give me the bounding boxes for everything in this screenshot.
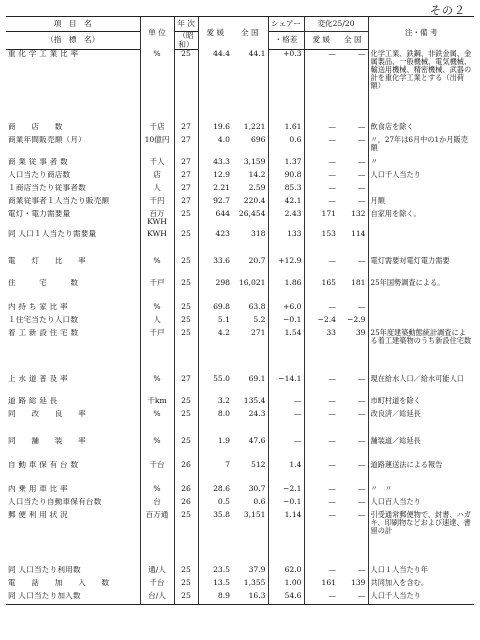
table-cell-item: 道 路 総 延 長	[8, 396, 58, 405]
table-cell-year: 25	[174, 303, 198, 316]
table-cell-change-ehime: —	[304, 50, 338, 123]
header-change: 変化25/20	[304, 17, 368, 32]
table-cell-change-national: —	[357, 395, 366, 405]
table-cell-year: 25	[174, 279, 198, 303]
table-row	[6, 197, 474, 210]
table-cell-item: 住 宅 数	[8, 278, 79, 287]
table-cell-note	[368, 184, 474, 197]
table-cell-change-national: 181	[351, 277, 366, 287]
table-row	[6, 485, 474, 498]
table-cell-change-ehime: —	[304, 437, 338, 461]
table-cell-year: 26	[174, 498, 198, 511]
table-cell-change-national: —	[357, 408, 366, 418]
table-cell-year: 27	[174, 158, 198, 171]
table-cell-share: 1.86	[268, 279, 304, 303]
table-cell-note: 共同加入を含む。	[368, 579, 474, 592]
table-cell-share: +6.0	[268, 303, 304, 316]
table-cell-item: １商店当たり従事者数	[8, 183, 86, 192]
table-cell-change-ehime: 171	[304, 210, 338, 230]
table-cell-item: 上 水 道 普 及 率	[8, 374, 68, 383]
table-cell-change-national: —	[357, 182, 366, 192]
table-cell-unit: 千台	[140, 461, 174, 485]
table-cell-year: 25	[174, 592, 198, 605]
table-cell-year: 25	[174, 257, 198, 279]
table-row	[6, 592, 474, 605]
table-cell-item: 商業年間販売額（月）	[8, 135, 86, 144]
table-cell-note: 〃	[368, 158, 474, 171]
table-row	[6, 566, 474, 579]
table-cell-item: 郵 便 利 用 状 況	[8, 510, 68, 519]
table-cell-year: 25	[174, 329, 198, 375]
table-cell-unit: 台	[140, 498, 174, 511]
table-cell-share: 2.43	[268, 210, 304, 230]
table-cell-unit: 千戸	[140, 279, 174, 303]
table-row	[6, 171, 474, 184]
table-cell-item: 電 灯 比 率	[8, 256, 86, 265]
table-cell-item: 同 舗 装 率	[8, 436, 86, 445]
table-cell-note: 自家用を除く。	[368, 210, 474, 230]
header-unit: 単 位	[140, 17, 174, 50]
table-cell-unit: 店	[140, 171, 174, 184]
table-cell-share: 1.14	[268, 511, 304, 566]
table-cell-unit: 10億円	[140, 136, 174, 158]
table-cell-note: 月額	[368, 197, 474, 210]
table-cell-year: 27	[174, 375, 198, 397]
table-row	[6, 511, 474, 566]
table-cell-change-national: —	[357, 496, 366, 506]
table-cell-change-national: 132	[351, 208, 366, 218]
table-cell-national: 20.7	[248, 255, 266, 265]
table-cell-item: 電 話 加 入 数	[8, 578, 110, 587]
table-cell-share: 85.3	[268, 184, 304, 197]
table-cell-item: 人口当たり商店数	[8, 170, 71, 179]
table-cell-change-ehime: 153	[304, 230, 338, 257]
table-cell-unit: %	[140, 437, 174, 461]
table-cell-year: 25	[174, 50, 198, 123]
table-cell-unit: 百万通	[140, 511, 174, 566]
table-cell-unit: 通/人	[140, 566, 174, 579]
table-cell-change-ehime: —	[304, 397, 338, 410]
table-cell-change-ehime: 33	[304, 329, 338, 375]
table-row	[6, 316, 474, 329]
table-cell-note: 引受通常郵便物で、封書、ハガキ、印刷物などおよび速達、書留の計	[368, 511, 474, 566]
table-cell-ehime: 1.9	[198, 437, 232, 461]
table-row	[6, 50, 474, 123]
table-cell-item: 内 乗 用 車 比 率	[8, 484, 68, 493]
table-cell-change-national: —	[357, 121, 366, 131]
table-cell-change-ehime: —	[304, 566, 338, 579]
table-cell-national: 135.4	[243, 395, 266, 405]
table-cell-unit: 千人	[140, 158, 174, 171]
table-cell-note: 改良済／総延長	[368, 410, 474, 437]
table-cell-unit: %	[140, 50, 174, 123]
header-share: シェアー	[268, 17, 304, 32]
table-body	[6, 50, 474, 605]
table-cell-year: 27	[174, 123, 198, 136]
table-cell-year: 25	[174, 230, 198, 257]
table-cell-share: +0.3	[268, 50, 304, 123]
table-cell-national: 696	[251, 134, 266, 144]
table-cell-unit: 千km	[140, 397, 174, 410]
table-cell-national: 0.6	[253, 496, 266, 506]
table-cell-year: 27	[174, 197, 198, 210]
table-cell-year: 25	[174, 210, 198, 230]
table-cell-share: 1.54	[268, 329, 304, 375]
table-cell-note	[368, 303, 474, 316]
table-cell-change-national: 39	[355, 327, 366, 337]
table-cell-national: 2.59	[248, 182, 266, 192]
table-cell-note: 人口１人当たり年	[368, 566, 474, 579]
table-cell-ehime: 3.2	[198, 397, 232, 410]
table-cell-ehime: 69.8	[198, 303, 232, 316]
table-cell-unit: 千戸	[140, 329, 174, 375]
table-cell-national: 37.9	[248, 564, 266, 574]
table-cell-ehime: 35.8	[198, 511, 232, 566]
table-row	[6, 437, 474, 461]
table-cell-item: 重 化 学 工 業 比 率	[8, 49, 79, 58]
table-cell-national: 63.8	[248, 301, 266, 311]
table-cell-unit: %	[140, 410, 174, 437]
table-row	[6, 410, 474, 437]
table-cell-ehime: 19.6	[198, 123, 232, 136]
table-cell-national: 16,021	[238, 277, 266, 287]
table-cell-item: 商業従事者１人当たり販売額	[8, 196, 110, 205]
table-cell-change-national: 114	[351, 228, 366, 238]
table-cell-national: 1,221	[243, 121, 266, 131]
table-cell-change-ehime: 165	[304, 279, 338, 303]
table-cell-share: −0.1	[268, 316, 304, 329]
table-cell-national: 512	[251, 459, 266, 469]
table-cell-note: 舗装道／総延長	[368, 437, 474, 461]
table-cell-share: —	[268, 397, 304, 410]
table-row	[6, 579, 474, 592]
table-cell-ehime: 5.1	[198, 316, 232, 329]
table-row	[6, 257, 474, 279]
table-cell-change-ehime: —	[304, 511, 338, 566]
table-cell-ehime: 23.5	[198, 566, 232, 579]
table-cell-share: +12.9	[268, 257, 304, 279]
table-cell-year: 27	[174, 171, 198, 184]
table-cell-item: 同 人口１人当たり需要量	[8, 229, 97, 238]
table-row	[6, 397, 474, 410]
table-cell-note: 25年国勢調査による。	[368, 279, 474, 303]
table-cell-item: 商 業 従 事 者 数	[8, 157, 68, 166]
table-cell-unit: 千店	[140, 123, 174, 136]
table-row	[6, 303, 474, 316]
table-cell-change-ehime: —	[304, 498, 338, 511]
table-cell-unit: %	[140, 375, 174, 397]
table-cell-year: 27	[174, 184, 198, 197]
table-cell-ehime: 44.4	[198, 50, 232, 123]
table-cell-ehime: 92.7	[198, 197, 232, 210]
table-cell-national: 16.3	[232, 592, 268, 605]
table-cell-share: −0.1	[268, 498, 304, 511]
table-cell-year: 25	[174, 579, 198, 592]
table-cell-ehime: 55.0	[198, 375, 232, 397]
table-row	[6, 329, 474, 375]
table-cell-year: 25	[174, 566, 198, 579]
table-cell-change-ehime: —	[304, 257, 338, 279]
table-cell-note	[368, 230, 474, 257]
table-cell-change-ehime: —	[304, 197, 338, 210]
table-cell-ehime: 13.5	[198, 579, 232, 592]
table-cell-change-ehime: —	[304, 461, 338, 485]
table-cell-ehime: 0.5	[198, 498, 232, 511]
table-cell-change-national: —	[357, 483, 366, 493]
table-cell-share: 42.1	[268, 197, 304, 210]
header-national: 全 国	[232, 17, 268, 50]
table-cell-change-national: —	[357, 255, 366, 265]
table-cell-item: 同 人口当たり利用数	[8, 565, 81, 574]
header-ehime: 愛 媛	[198, 17, 232, 50]
table-cell-note: 道路運送法による報告	[368, 461, 474, 485]
table-cell-change-national: —	[357, 134, 366, 144]
table-cell-note	[368, 316, 474, 329]
table-cell-share: −2.1	[268, 485, 304, 498]
table-cell-ehime: 4.2	[198, 329, 232, 375]
statistics-table	[6, 16, 474, 605]
table-cell-ehime: 43.3	[198, 158, 232, 171]
table-cell-national: 318	[251, 228, 266, 238]
table-cell-change-national: —	[357, 373, 366, 383]
table-cell-change-national: —	[338, 592, 368, 605]
header-year-sub: （昭和）	[174, 32, 198, 50]
table-cell-item: 電灯・電力需要量	[8, 209, 71, 218]
table-cell-change-national: —	[357, 509, 366, 519]
table-cell-item: 同 改 良 率	[8, 409, 86, 418]
table-cell-change-ehime: —	[304, 123, 338, 136]
table-row	[6, 375, 474, 397]
table-cell-note: 25年度建築動態統計調査による着工建築物のうち新設住宅数	[368, 329, 474, 375]
table-cell-year: 25	[174, 511, 198, 566]
table-cell-item: 同 人口当たり加入数	[6, 592, 140, 605]
table-cell-item: 内 持 ち 家 比 率	[8, 302, 68, 311]
table-cell-share: 0.6	[268, 136, 304, 158]
table-cell-ehime: 7	[198, 461, 232, 485]
table-row	[6, 279, 474, 303]
table-cell-unit: 千円	[140, 197, 174, 210]
table-cell-year: 25	[174, 397, 198, 410]
table-cell-change-national: 139	[351, 577, 366, 587]
table-cell-item: １住宅当たり人口数	[8, 315, 79, 324]
table-cell-share: —	[268, 437, 304, 461]
table-cell-ehime: 8.9	[198, 592, 232, 605]
table-cell-share: −14.1	[268, 375, 304, 397]
table-cell-change-ehime: —	[304, 171, 338, 184]
table-cell-year: 25	[174, 410, 198, 437]
table-cell-share: 54.6	[268, 592, 304, 605]
table-cell-note: 〃，27年は6月中の1か月販売額	[368, 136, 474, 158]
table-cell-note: 市町村道を除く	[368, 397, 474, 410]
table-cell-ehime: 2.21	[198, 184, 232, 197]
table-row	[6, 230, 474, 257]
table-cell-change-national: —	[357, 459, 366, 469]
table-cell-change-national: —	[357, 49, 366, 58]
table-cell-ehime: 4.0	[198, 136, 232, 158]
table-cell-share: 90.8	[268, 171, 304, 184]
header-item-sub: （指 標 名）	[6, 32, 140, 50]
table-cell-national: 1,355	[243, 577, 266, 587]
table-cell-national: 271	[251, 327, 266, 337]
table-cell-change-ehime: −2.4	[304, 316, 338, 329]
table-cell-national: 5.2	[253, 314, 266, 324]
table-row	[6, 498, 474, 511]
table-cell-share: —	[268, 410, 304, 437]
table-row	[6, 123, 474, 136]
table-cell-change-ehime: —	[304, 184, 338, 197]
table-cell-unit: %	[140, 257, 174, 279]
table-cell-national: 69.1	[248, 373, 266, 383]
table-cell-share: 1.61	[268, 123, 304, 136]
table-cell-change-national: −2.9	[347, 314, 366, 324]
table-cell-year: 25	[174, 316, 198, 329]
table-row	[6, 158, 474, 171]
header-year: 年 次	[174, 17, 198, 32]
table-cell-change-national: —	[357, 564, 366, 574]
table-cell-item: 自 動 車 保 有 台 数	[8, 460, 79, 469]
table-cell-unit: KWH	[140, 230, 174, 257]
table-cell-item: 商 店 数	[8, 122, 63, 131]
table-cell-change-national: —	[357, 435, 366, 445]
table-cell-ehime: 298	[198, 279, 232, 303]
table-cell-note: 〃 〃	[368, 485, 474, 498]
table-cell-change-national: —	[357, 169, 366, 179]
table-cell-change-ehime: —	[304, 303, 338, 316]
table-cell-ehime: 33.6	[198, 257, 232, 279]
table-cell-national: 14.2	[248, 169, 266, 179]
table-cell-share: 1.4	[268, 461, 304, 485]
table-cell-national: 30.7	[248, 483, 266, 493]
table-cell-share: 133	[268, 230, 304, 257]
table-cell-share: 62.0	[268, 566, 304, 579]
table-cell-national: 47.6	[248, 435, 266, 445]
table-cell-change-ehime: —	[304, 485, 338, 498]
table-cell-change-ehime: —	[304, 158, 338, 171]
table-cell-change-ehime: —	[304, 375, 338, 397]
table-cell-change-ehime: —	[304, 592, 338, 605]
table-cell-change-national: —	[357, 195, 366, 205]
table-cell-unit: 人	[140, 316, 174, 329]
table-cell-ehime: 28.6	[198, 485, 232, 498]
table-cell-share: 1.00	[268, 579, 304, 592]
header-notes: 注・備 考	[368, 17, 474, 50]
table-cell-unit: %	[140, 485, 174, 498]
table-cell-national: 220.4	[243, 195, 266, 205]
table-cell-change-national: —	[357, 156, 366, 166]
table-row	[6, 210, 474, 230]
table-cell-year: 26	[174, 461, 198, 485]
table-cell-ehime: 644	[198, 210, 232, 230]
table-cell-national: 3,151	[243, 509, 266, 519]
table-cell-unit: 百万KWH	[140, 210, 174, 230]
table-cell-note: 電灯需要対電灯電力需要	[368, 257, 474, 279]
table-cell-note: 人口百人当たり	[368, 498, 474, 511]
table-cell-change-ehime: 161	[304, 579, 338, 592]
table-cell-national: 44.1	[248, 48, 266, 58]
table-cell-national: 24.3	[248, 408, 266, 418]
table-row	[6, 184, 474, 197]
table-cell-unit: %	[140, 303, 174, 316]
header-item: 項 目 名	[6, 17, 140, 32]
table-cell-note: 現在給水人口／給水可能人口	[368, 375, 474, 397]
header-share-sub: ・格差	[268, 32, 304, 50]
table-cell-change-national: —	[357, 301, 366, 311]
table-cell-note: 化学工業、鉄鋼、非鉄金属、金属製品、一般機械、電気機械、輸送用機械、精密機械、武器の計を重化学工業とする（出荷額）	[368, 50, 474, 123]
table-cell-note: 人口千人当たり	[368, 592, 474, 605]
table-cell-change-ehime: —	[304, 410, 338, 437]
table-cell-unit: 千台	[140, 579, 174, 592]
table-cell-year: 27	[174, 136, 198, 158]
page-label: その２	[430, 4, 466, 17]
table-cell-year: 25	[174, 437, 198, 461]
table-cell-ehime: 423	[198, 230, 232, 257]
table-cell-national: 3,159	[243, 156, 266, 166]
table-cell-item: 着 工 新 設 住 宅 数	[8, 328, 79, 337]
table-cell-ehime: 8.0	[198, 410, 232, 437]
header-change-ehime: 愛 媛	[304, 32, 338, 50]
table-cell-unit: 台/人	[140, 592, 174, 605]
table-cell-ehime: 12.9	[198, 171, 232, 184]
table-cell-change-ehime: —	[304, 136, 338, 158]
table-cell-item: 人口当たり自動車保有台数	[8, 497, 102, 506]
table-cell-unit: 人	[140, 184, 174, 197]
table-cell-note: 飲食店を除く	[368, 123, 474, 136]
table-cell-share: 1.37	[268, 158, 304, 171]
header-change-national: 全 国	[338, 32, 368, 50]
table-row	[6, 461, 474, 485]
table-cell-note: 人口千人当たり	[368, 171, 474, 184]
table-row	[6, 136, 474, 158]
table-cell-year: 26	[174, 485, 198, 498]
table-cell-national: 26,454	[238, 208, 266, 218]
